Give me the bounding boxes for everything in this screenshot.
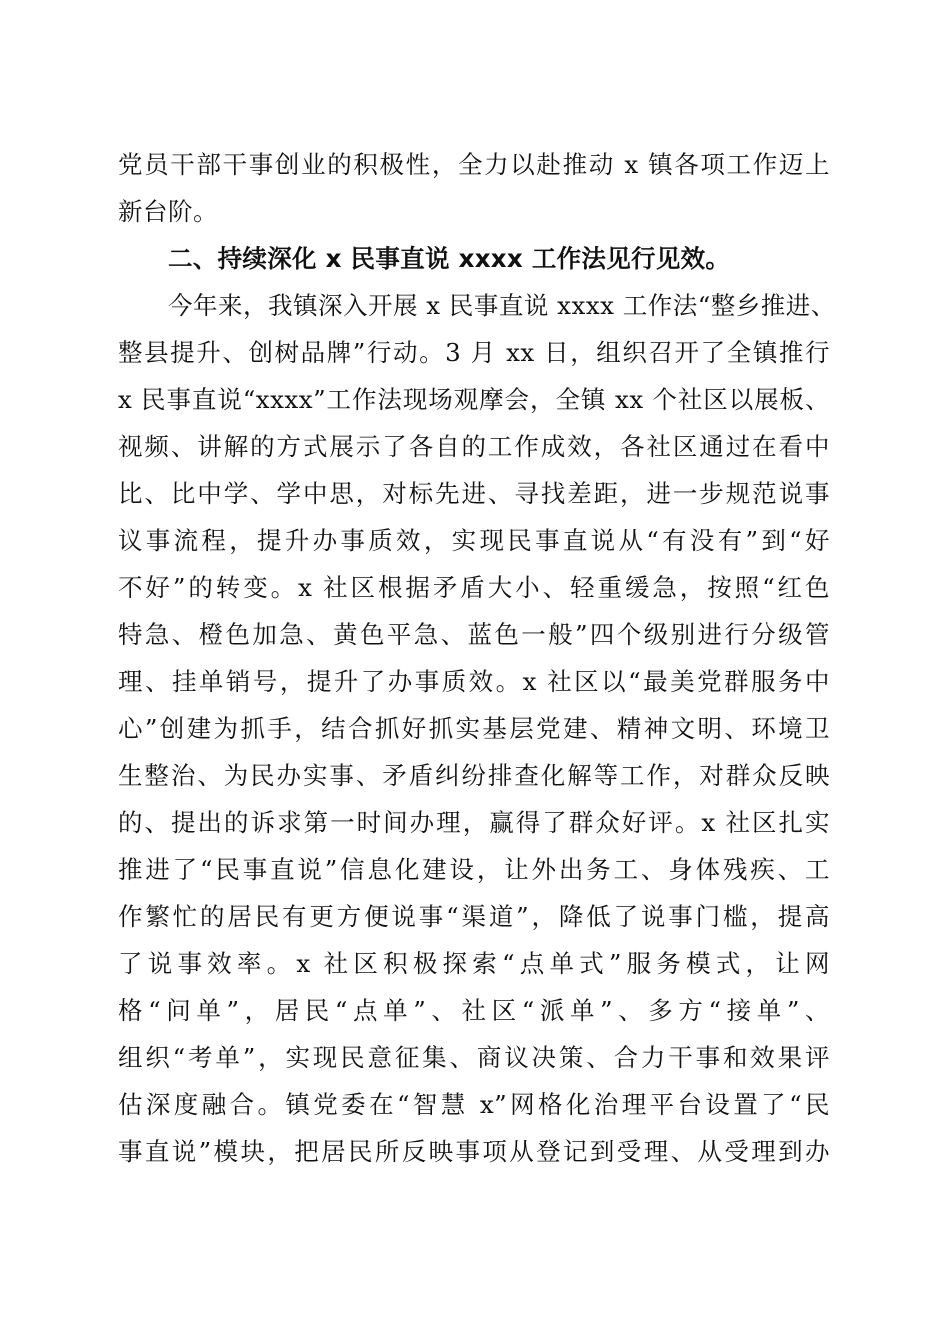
section-heading: 二、持续深化 x 民事直说 xxxx 工作法见行见效。	[168, 244, 731, 273]
continuation-line: 党员干部干事创业的积极性，全力以赴推动 x 镇各项工作迈上	[118, 150, 830, 179]
paragraph-line: 组织“考单”，实现民意征集、商议决策、合力干事和效果评	[118, 1043, 830, 1072]
paragraph-line: 估深度融合。镇党委在“智慧 x”网格化治理平台设置了“民	[118, 1090, 830, 1119]
paragraph-line: 格“问单”，居民“点单”、社区“派单”、多方“接单”、	[118, 996, 830, 1025]
continuation-line: 新台阶。	[118, 197, 218, 226]
paragraph-line: 理、挂单销号，提升了办事质效。x 社区以“最美党群服务中	[118, 667, 830, 696]
paragraph-line: 推进了“民事直说”信息化建设，让外出务工、身体残疾、工	[118, 855, 830, 884]
paragraph-line: 议事流程，提升办事质效，实现民事直说从“有没有”到“好	[118, 526, 830, 555]
paragraph-line: 不好”的转变。x 社区根据矛盾大小、轻重缓急，按照“红色	[118, 573, 830, 602]
paragraph-line: 事直说”模块，把居民所反映事项从登记到受理、从受理到办	[118, 1137, 830, 1166]
paragraph-line: 特急、橙色加急、黄色平急、蓝色一般”四个级别进行分级管	[118, 620, 830, 649]
paragraph-line: 作繁忙的居民有更方便说事“渠道”，降低了说事门槛，提高	[118, 902, 830, 931]
paragraph-line: 整县提升、创树品牌”行动。3 月 xx 日，组织召开了全镇推行	[118, 338, 830, 367]
paragraph-line: 的、提出的诉求第一时间办理，赢得了群众好评。x 社区扎实	[118, 808, 830, 837]
document-body	[118, 141, 836, 1175]
paragraph-line: 了说事效率。x 社区积极探索“点单式”服务模式，让网	[118, 949, 830, 978]
paragraph-line: 比、比中学、学中思，对标先进、寻找差距，进一步规范说事	[118, 479, 830, 508]
paragraph-line: x 民事直说“xxxx”工作法现场观摩会，全镇 xx 个社区以展板、	[118, 385, 830, 414]
paragraph-line: 心”创建为抓手，结合抓好抓实基层党建、精神文明、环境卫	[118, 714, 830, 743]
paragraph-line: 今年来，我镇深入开展 x 民事直说 xxxx 工作法“整乡推进、	[168, 291, 836, 320]
paragraph-line: 生整治、为民办实事、矛盾纠纷排查化解等工作，对群众反映	[118, 761, 830, 790]
paragraph-line: 视频、讲解的方式展示了各自的工作成效，各社区通过在看中	[118, 432, 830, 461]
